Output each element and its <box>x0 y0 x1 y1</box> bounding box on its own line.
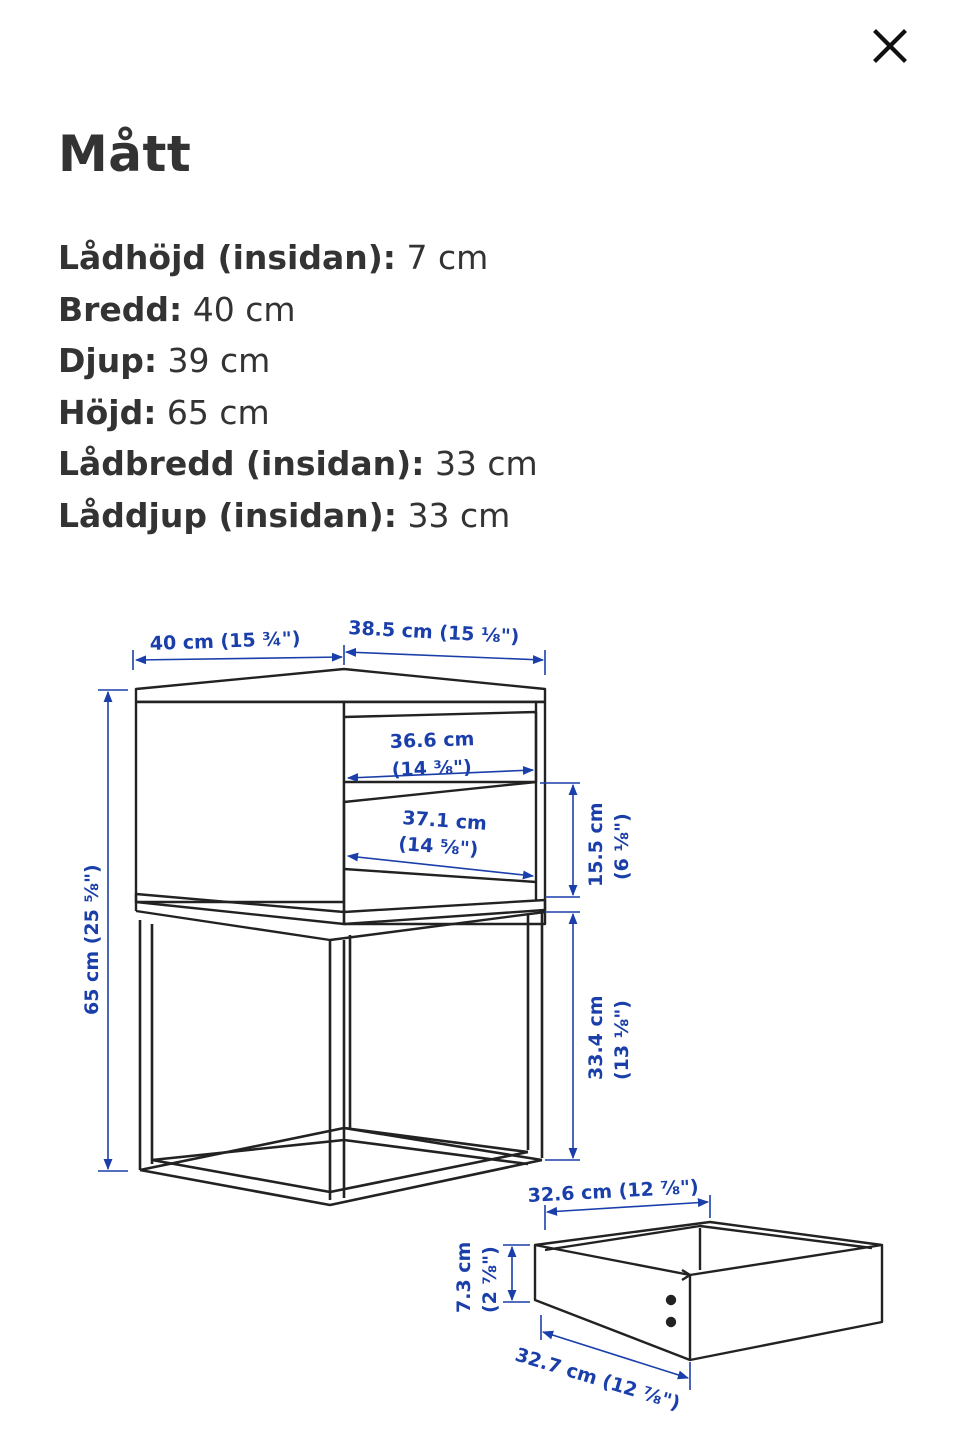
drawer-drawing <box>535 1222 882 1360</box>
spec-value: 33 cm <box>407 495 511 535</box>
close-button[interactable] <box>862 18 918 74</box>
spec-label: Lådhöjd (insidan): <box>58 238 397 277</box>
dim-drawer-height-in: (2 ⅞") <box>479 1246 501 1313</box>
spec-height <box>58 387 538 439</box>
spec-depth <box>58 335 538 387</box>
spec-label: Bredd: <box>58 289 183 329</box>
dimension-diagram <box>0 590 960 1436</box>
dim-depth: 38.5 cm (15 ⅛") <box>347 617 520 648</box>
dim-frame-height-in: (13 ⅛") <box>611 1000 633 1080</box>
spec-value: 65 cm <box>166 392 270 432</box>
spec-width <box>58 284 538 336</box>
dimension-list <box>58 232 538 541</box>
dim-shelf-height-in: (6 ⅛") <box>611 813 633 880</box>
dim-drawer-inner-width: 32.6 cm (12 ⅞") <box>527 1176 700 1207</box>
spec-label: Djup: <box>58 341 158 380</box>
nightstand-drawing <box>136 669 545 1205</box>
dim-shelf-height-cm: 15.5 cm <box>585 802 607 887</box>
close-icon <box>873 29 907 63</box>
spec-drawer-inner-width <box>58 438 538 490</box>
dim-shelf-width-in: (14 ⅝") <box>397 833 479 861</box>
spec-value: 7 cm <box>406 238 489 277</box>
dialog-title: Mått <box>58 125 192 183</box>
dim-width: 40 cm (15 ¾") <box>149 627 301 655</box>
spec-value: 33 cm <box>434 444 538 483</box>
spec-label: Låddjup (insidan): <box>58 495 397 535</box>
spec-label: Lådbredd (insidan): <box>58 444 425 483</box>
dim-drawer-width-in: (14 ⅜") <box>391 756 473 781</box>
dim-height: 65 cm (25 ⅝") <box>81 864 103 1015</box>
spec-drawer-inner-height <box>58 232 538 284</box>
spec-label: Höjd: <box>58 392 157 432</box>
dim-drawer-depth: 32.7 cm (12 ⅞") <box>512 1343 683 1415</box>
dim-drawer-height-cm: 7.3 cm <box>453 1241 475 1313</box>
spec-drawer-inner-depth <box>58 490 538 542</box>
spec-value: 39 cm <box>167 341 271 380</box>
dim-frame-height-cm: 33.4 cm <box>585 995 607 1080</box>
spec-value: 40 cm <box>192 289 296 329</box>
dim-drawer-width-cm: 36.6 cm <box>389 728 475 753</box>
dim-shelf-width-cm: 37.1 cm <box>401 807 488 835</box>
